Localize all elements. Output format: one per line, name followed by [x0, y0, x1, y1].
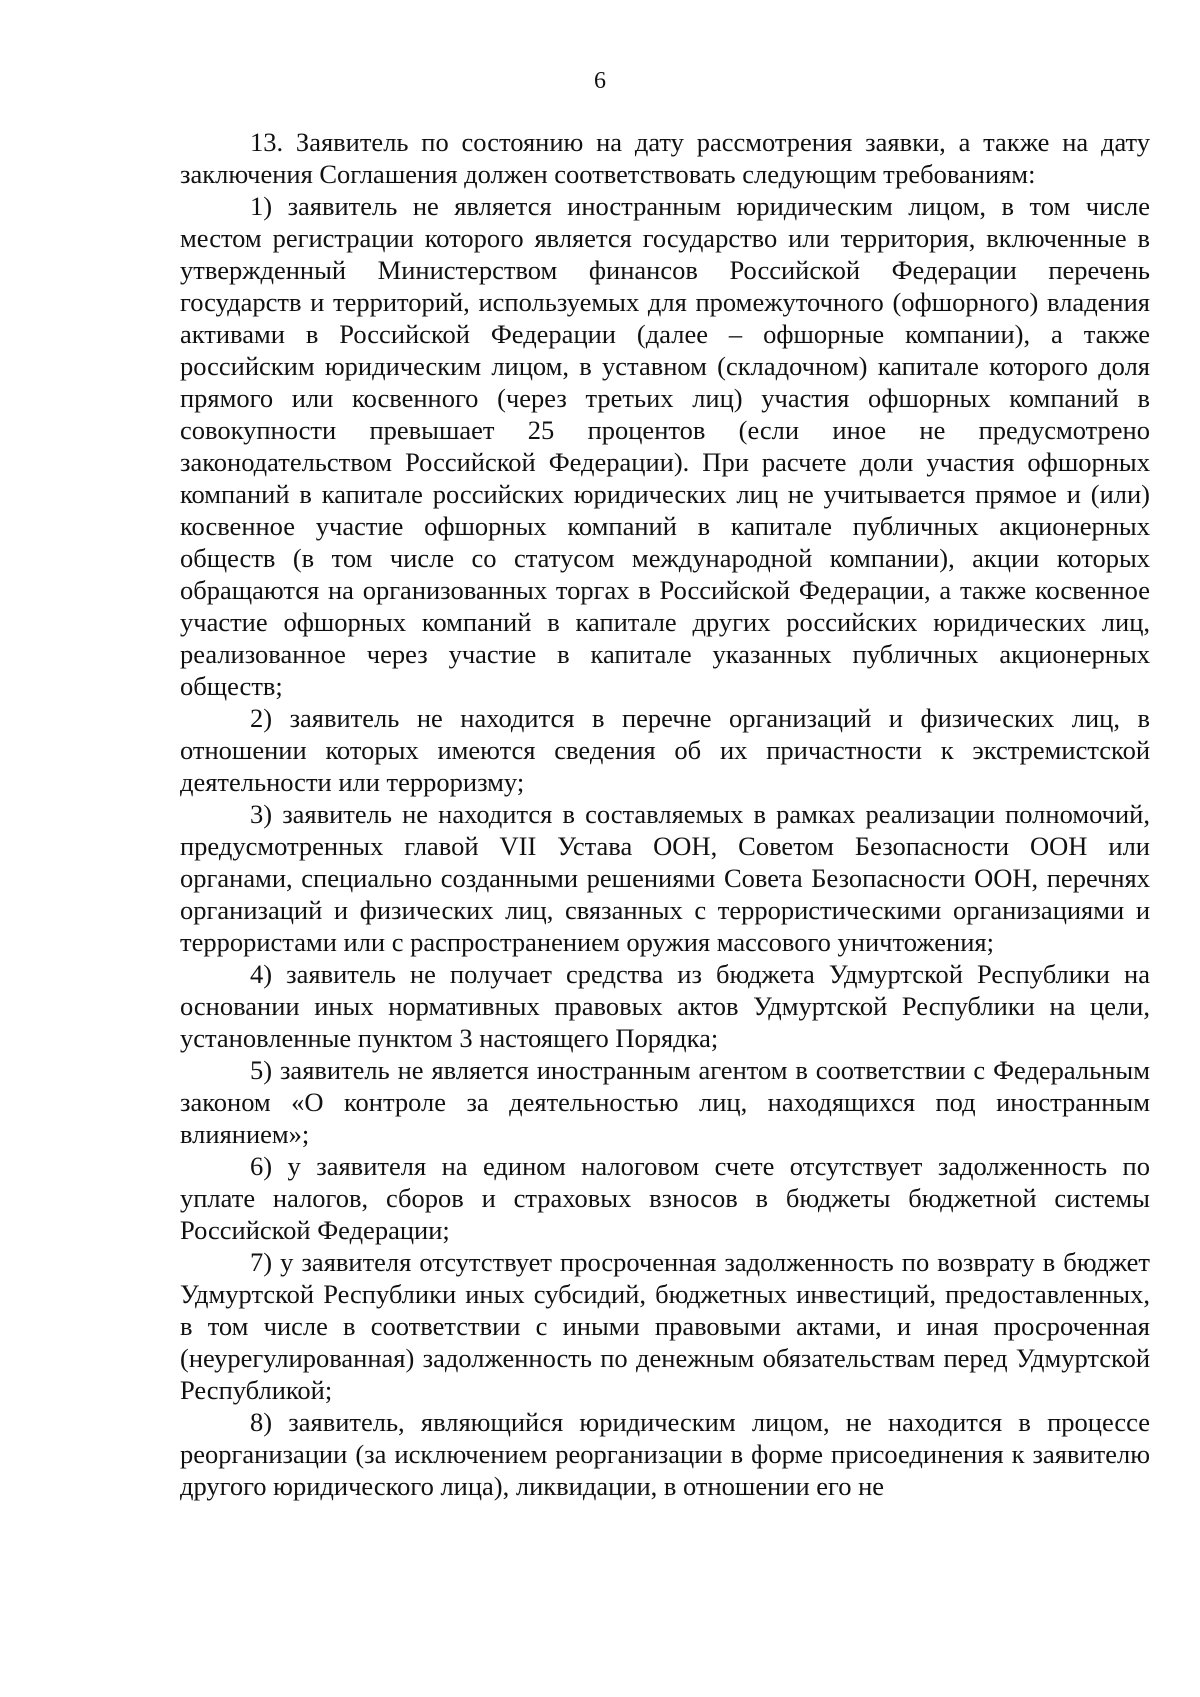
paragraph-13: 13. Заявитель по состоянию на дату рассмотрения заявки, а также на дату заключения Соглашения должен соответствовать следующим требованиям:	[180, 127, 1150, 189]
requirement-6: 6) у заявителя на едином налоговом счете отсутствует задолженность по уплате налогов, сборов и страховых взносов в бюджеты бюджетной системы Российской Федерации;	[180, 1151, 1150, 1245]
document-body	[180, 126, 1150, 1502]
requirement-3: 3) заявитель не находится в составляемых в рамках реализации полномочий, предусмотренных главой VII Устава ООН, Советом Безопасности ООН или органами, специально созданными решениями Совета Безопасности ООН, перечнях организаций и физических лиц, связанных с террористическими организациями и террористами или с распространением оружия массового уничтожения;	[180, 799, 1150, 957]
page-number: 6	[594, 68, 606, 94]
requirement-7: 7) у заявителя отсутствует просроченная задолженность по возврату в бюджет Удмуртской Республики иных субсидий, бюджетных инвестиций, предоставленных, в том числе в соответствии с иными правовыми актами, и иная просроченная (неурегулированная) задолженность по денежным обязательствам перед Удмуртской Республикой;	[180, 1247, 1150, 1405]
requirement-4: 4) заявитель не получает средства из бюджета Удмуртской Республики на основании иных нормативных правовых актов Удмуртской Республики на цели, установленные пунктом 3 настоящего Порядка;	[180, 959, 1150, 1053]
requirement-1: 1) заявитель не является иностранным юридическим лицом, в том числе местом регистрации которого является государство или территория, включенные в утвержденный Министерством финансов Российской Федерации перечень государств и территорий, используемых для промежуточного (офшорного) владения активами в Российской Федерации (далее – офшорные компании), а также российским юридическим лицом, в уставном (складочном) капитале которого доля прямого или косвенного (через третьих лиц) участия офшорных компаний в совокупности превышает 25 процентов (если иное не предусмотрено законодательством Российской Федерации). При расчете доли участия офшорных компаний в капитале российских юридических лиц не учитывается прямое и (или) косвенное участие офшорных компаний в капитале публичных акционерных обществ (в том числе со статусом международной компании), акции которых обращаются на организованных торгах в Российской Федерации, а также косвенное участие офшорных компаний в капитале других российских юридических лиц, реализованное через участие в капитале указанных публичных акционерных обществ;	[180, 191, 1150, 701]
requirement-5: 5) заявитель не является иностранным агентом в соответствии с Федеральным законом «О контроле за деятельностью лиц, находящихся под иностранным влиянием»;	[180, 1055, 1150, 1149]
requirement-2: 2) заявитель не находится в перечне организаций и физических лиц, в отношении которых имеются сведения об их причастности к экстремистской деятельности или терроризму;	[180, 703, 1150, 797]
requirement-8: 8) заявитель, являющийся юридическим лицом, не находится в процессе реорганизации (за исключением реорганизации в форме присоединения к заявителю другого юридического лица), ликвидации, в отношении его не	[180, 1407, 1150, 1501]
